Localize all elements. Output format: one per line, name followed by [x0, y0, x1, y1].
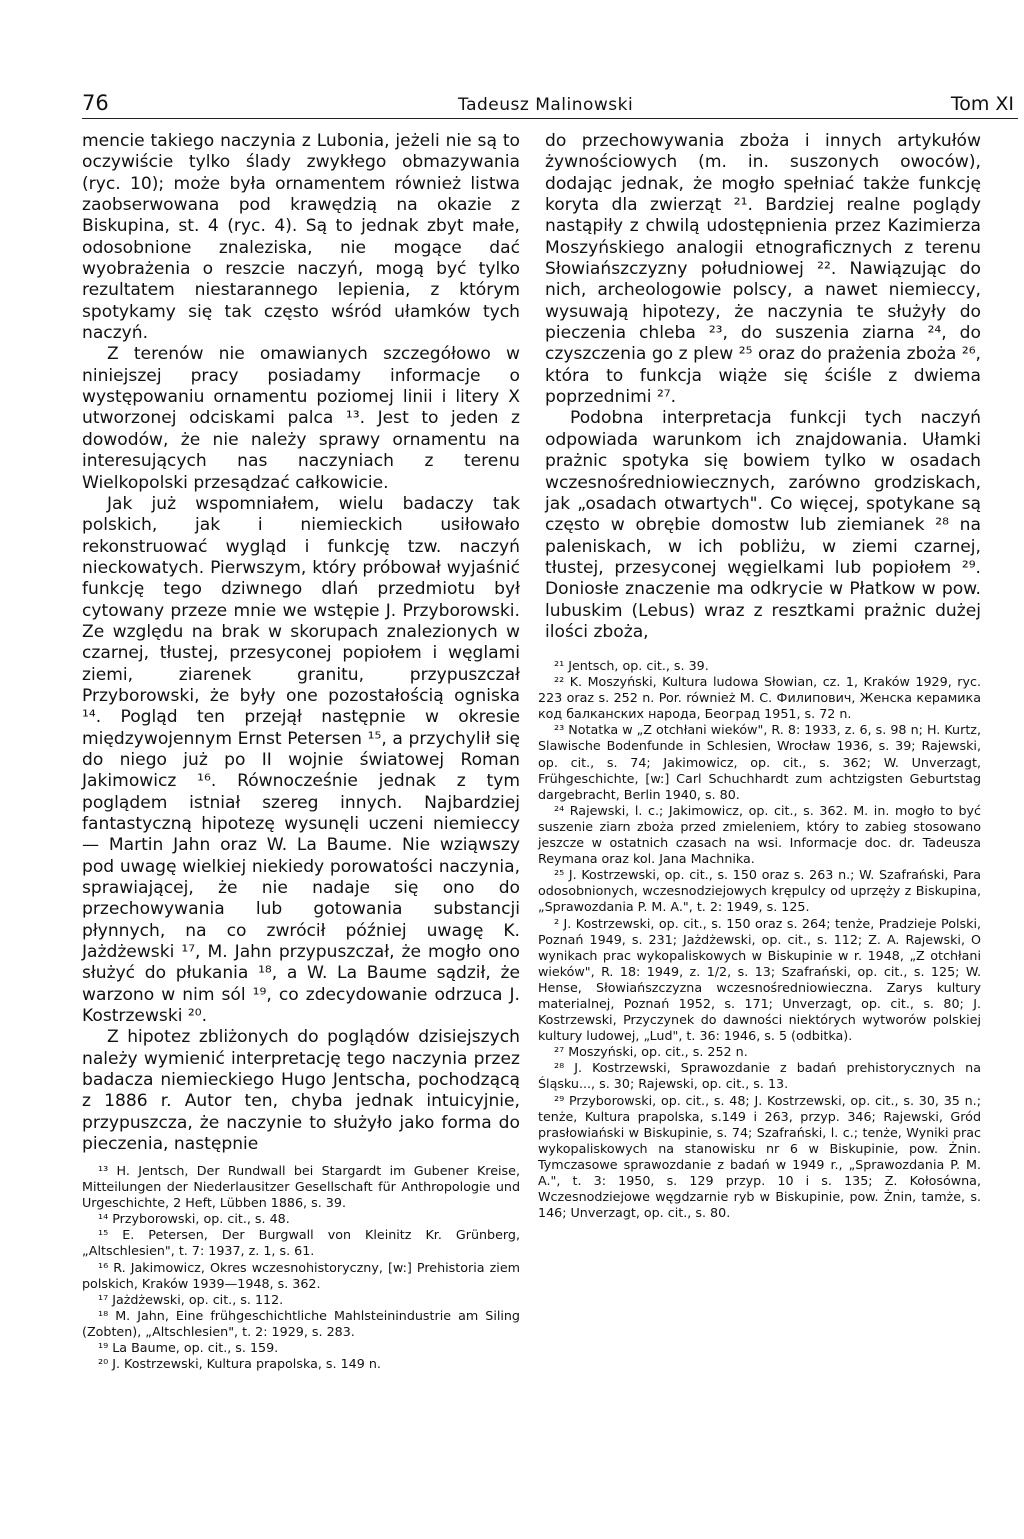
footnote: ²¹ Jentsch, op. cit., s. 39. [554, 658, 709, 673]
footnote: ²⁹ Przyborowski, op. cit., s. 48; J. Kostrzewski, op. cit., s. 30, 35 n.; tenże, Kultura prapolska, s.149 i 263, przyp. 346; Rajewski, Gród prasłowiański w Biskupinie, s. 74; Szafrański, l. c.; tenże, Wyniki prac wykopaliskowych na stanowisku nr 6 w Biskupinie, pow. Żnin. Tymczasowe sprawozdanie z badań w 1949 r., „Sprawozdania P. M. A.", t. 3: 1950, s. 129 przyp. 10 i s. 135; Z. Kołosówna, Wczesnodziejowe węgdzarnie ryb w Biskupinie, pow. Żnin, tamże, s. 146; Unverzagt, op. cit., s. 80. [538, 1092, 981, 1221]
paragraph: Z hipotez zbliżonych do poglądów dzisiejszych należy wymienić interpretację tego naczynia przez badacza niemieckiego Hugo Jentscha, pochodzącą z 1886 r. Autor ten, chyba jednak intuicyjnie, przypuszcza, że naczynie to służyło jako forma do pieczenia, następnie [82, 1027, 520, 1155]
paragraph: mencie takiego naczynia z Lubonia, jeżeli nie są to oczywiście tylko ślady zwykłego obmazywania (ryc. 10); może była ornamentem również listwa zaobserwowana pod krawędzią na okazie z Biskupina, st. 4 (ryc. 4). Są to jednak zbyt małe, odosobnione znaleziska, nie mogące dać wyobrażenia o reszcie naczyń, mogą być tylko rezultatem niestarannego lepienia, z którym spotykamy się tak często wśród ułamków tych naczyń. [82, 131, 520, 344]
footnote: ¹³ H. Jentsch, Der Rundwall bei Stargardt im Gubener Kreise, Mitteilungen der Niederlausitzer Gesellschaft für Anthropologie und Urgeschichte, 2 Heft, Lübben 1886, s. 39. [82, 1163, 520, 1211]
running-header [82, 88, 1018, 119]
paragraph: Jak już wspomniałem, wielu badaczy tak polskich, jak i niemieckich usiłowało rekonstruować wygląd i funkcję tzw. naczyń nieckowatych. Pierwszym, który próbował wyjaśnić funkcję tego dziwnego dlań przedmiotu był cytowany przeze mnie we wstępie J. Przyborowski. Ze względu na brak w skorupach znalezionych w czarnej, tłustej, przesyconej popiołem i węglami ziemi, ziarenek granitu, przypuszczał Przyborowski, że były one pozostałością ogniska ¹⁴. Pogląd ten przejął następnie w okresie międzywojennym Ernst Petersen ¹⁵, a przychylił się do niego już po II wojnie światowej Roman Jakimowicz ¹⁶. Równocześnie jednak z tym poglądem istniał szereg innych. Najbardziej fantastyczną hipotezę wysunęli uczeni niemieccy — Martin Jahn oraz W. La Baume. Nie wziąwszy pod uwagę wielkiej niekiedy porowatości naczynia, sprawiającej, że nie nadaje się ono do przechowywania lub gotowania substancji płynnych, na co zwrócił później uwagę K. Jażdżewski ¹⁷, M. Jahn przypuszczał, że mogło ono służyć do płukania ¹⁸, a W. La Baume sądził, że warzono w nim sól ¹⁹, co zdecydowanie odrzuca J. Kostrzewski ²⁰. [82, 493, 520, 1027]
footnote: ²³ Notatka w „Z otchłani wieków", R. 8: 1933, z. 6, s. 98 n; H. Kurtz, Slawische Bodenfunde in Schlesien, Wrocław 1936, s. 39; Rajewski, op. cit., s. 74; Jakimowicz, op. cit., s. 362; W. Unverzagt, Frühgeschichte, [w:] Carl Schuchhardt zum achtzigsten Geburtstag dargebracht, Berlin 1940, s. 80. [538, 722, 981, 802]
volume-label: Tom XI [950, 93, 1014, 115]
footnote: ² J. Kostrzewski, op. cit., s. 150 oraz s. 264; tenże, Pradzieje Polski, Poznań 1949, s. 231; Jażdżewski, op. cit., s. 112; Z. A. Rajewski, O wynikach prac wykopaliskowych w Biskupinie w r. 1948, „Z otchłani wieków", R. 18: 1949, z. 1/2, s. 13; Szafrański, op. cit., s. 125; W. Hense, Słowiańszczyzna wczesnośredniowieczna. Zarys kultury materialnej, Poznań 1952, s. 171; Unverzagt, op. cit., s. 80; J. Kostrzewski, Przyczynek do dawności niektórych wytworów polskiej kultury ludowej, „Lud", t. 36: 1946, s. 5 (odbitka). [538, 915, 981, 1044]
footnote: ²⁰ J. Kostrzewski, Kultura prapolska, s. 149 n. [98, 1356, 381, 1372]
footnote: ²⁴ Rajewski, l. c.; Jakimowicz, op. cit., s. 362. M. in. mogło to być suszenie ziarn zboża przed zmieleniem, który to zabieg stosowano jeszcze w ostatnich czasach na wsi. Informacje doc. dr. Tadeusza Reymana oraz kol. Jana Machnika. [538, 802, 981, 867]
left-column [82, 131, 520, 1156]
footnote: ²⁵ J. Kostrzewski, op. cit., s. 150 oraz s. 263 n.; W. Szafrański, Para odosobnionych, wczesnodziejowych krępulcy od uprzęży z Biskupina, „Sprawozdania P. M. A.", t. 2: 1949, s. 125. [538, 867, 981, 915]
paragraph: Podobna interpretacja funkcji tych naczyń odpowiada warunkom ich znajdowania. Ułamki prażnic spotyka się bowiem tylko w osadach wczesnośredniowiecznych, zarówno grodziskach, jak „osadach otwartych". Co więcej, spotykane są często w obrębie domostw lub ziemianek ²⁸ na paleniskach, w ich pobliżu, w ziemi czarnej, tłustej, przesyconej węgielkami lub popiołem ²⁹. Doniosłe znaczenie ma odkrycie w Płatkow w pow. lubuskim (Lebus) wraz z resztkami prażnic dużej ilości zboża, [545, 408, 981, 642]
footnote: ¹⁸ M. Jahn, Eine frühgeschichtliche Mahlsteinindustrie am Siling (Zobten), „Altschlesien", t. 2: 1929, s. 283. [82, 1307, 520, 1339]
footnote: ¹⁶ R. Jakimowicz, Okres wczesnohistoryczny, [w:] Prehistoria ziem polskich, Kraków 1939—1948, s. 362. [82, 1259, 520, 1291]
running-author: Tadeusz Malinowski [458, 95, 634, 115]
footnotes-left [82, 1163, 520, 1372]
footnote: ¹⁹ La Baume, op. cit., s. 159. [98, 1340, 279, 1356]
footnote: ²² K. Moszyński, Kultura ludowa Słowian, cz. 1, Kraków 1929, ryc. 223 oraz s. 252 n. Por. również M. С. Филипович, Женска керамика код балканских народа, Београд 1951, s. 72 n. [538, 674, 981, 722]
footnote: ¹⁵ E. Petersen, Der Burgwall von Kleinitz Kr. Grünberg, „Altschlesien", t. 7: 1937, z. 1, s. 61. [82, 1227, 520, 1259]
page-number: 76 [82, 91, 109, 115]
footnote: ¹⁴ Przyborowski, op. cit., s. 48. [98, 1211, 290, 1227]
right-column [545, 131, 981, 643]
footnote: ¹⁷ Jażdżewski, op. cit., s. 112. [98, 1291, 284, 1307]
paragraph: Z terenów nie omawianych szczegółowo w niniejszej pracy posiadamy informacje o występowaniu ornamentu poziomej linii i litery X utworzonej odciskami palca ¹³. Jest to jeden z dowodów, że nie należy sprawy ornamentu na interesujących nas naczyniach z terenu Wielkopolski przesądzać całkowicie. [82, 344, 520, 493]
footnotes-right [538, 658, 981, 1221]
footnote: ²⁸ J. Kostrzewski, Sprawozdanie z badań prehistorycznych na Śląsku..., s. 30; Rajewski, op. cit., s. 13. [538, 1060, 981, 1092]
footnote: ²⁷ Moszyński, op. cit., s. 252 n. [554, 1044, 748, 1060]
paragraph: do przechowywania zboża i innych artykułów żywnościowych (m. in. suszonych owoców), dodając jednak, że mogło spełniać także funkcję koryta dla zwierząt ²¹. Bardziej realne poglądy nastąpiły z chwilą udostępnienia przez Kazimierza Moszyńskiego analogii etnograficznych z terenu Słowiańszczyzny południowej ²². Nawiązując do nich, archeologowie polscy, a nawet niemieccy, wysuwają hipotezy, że naczynia te służyły do pieczenia chleba ²³, do suszenia ziarna ²⁴, do czyszczenia go z plew ²⁵ oraz do prażenia zboża ²⁶, która to funkcja wiąże się ściśle z dwiema poprzednimi ²⁷. [545, 131, 981, 408]
